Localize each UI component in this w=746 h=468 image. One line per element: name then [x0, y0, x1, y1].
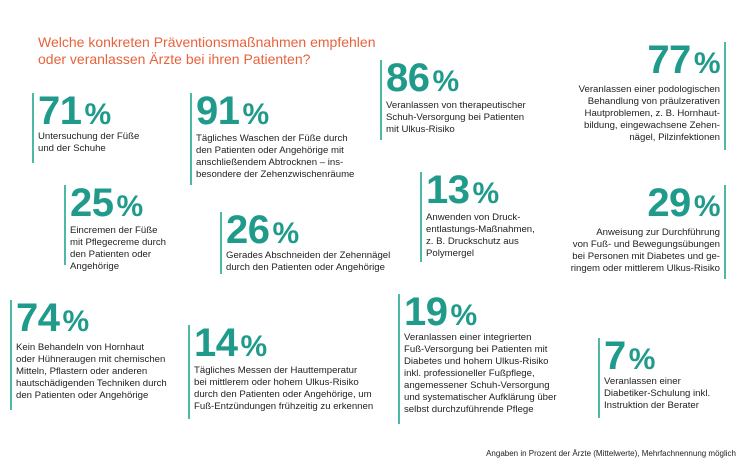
stat-label: Veranlassen einer podologischen Behandlung von präulzerativen Hautproblemen, z. B. Hornhaut- bildung, eingewachsene Zehen- nägel, Pilzinfektionen	[578, 84, 720, 143]
stat-foot-cream	[64, 181, 194, 272]
stat-no-chemical-treatment	[10, 296, 185, 410]
stat-value: 26 %	[226, 208, 299, 252]
stat-therapeutic-shoes	[380, 56, 540, 140]
stat-value: 74 %	[16, 296, 89, 340]
stat-value: 14 %	[194, 321, 267, 365]
stat-value: 86 %	[386, 56, 459, 100]
stat-label: Tägliches Messen der Hauttemperatur bei mittlerem oder hohem Ulkus-Risiko durch den Patienten oder Angehörige, um Fuß-Entzündungen frühzeitig zu erkennen	[194, 365, 374, 412]
stat-label: Anwenden von Druck- entlastungs-Maßnahmen, z. B. Druckschutz aus Polymergel	[426, 212, 535, 259]
stat-label: Eincremen der Füße mit Pflegecreme durch den Patienten oder Angehörige	[70, 225, 166, 272]
stat-divider	[32, 93, 34, 163]
stat-podological-treatment	[560, 38, 726, 150]
stat-value: 13 %	[426, 168, 499, 212]
stat-value: 7 %	[604, 334, 655, 378]
stat-divider	[190, 93, 192, 185]
stat-label: Veranlassen von therapeutischer Schuh-Versorgung bei Patienten mit Ulkus-Risiko	[386, 100, 526, 135]
stat-divider	[188, 325, 190, 419]
stat-divider	[724, 185, 726, 279]
stat-divider	[598, 338, 600, 418]
stat-nail-cutting	[220, 208, 400, 274]
stat-value: 71 %	[38, 89, 111, 133]
stat-value: 77 %	[647, 38, 720, 82]
stat-pressure-relief	[420, 168, 550, 262]
stat-label: Veranlassen einer integrierten Fuß-Versorgung bei Patienten mit Diabetes und hohem Ulkus-Risiko inkl. professioneller Fußpflege, angemessener Schuh-Versorgung und systematischer Aufklärung über selbst durchzuführende Pflege	[404, 332, 557, 415]
stat-label: Kein Behandeln von Hornhaut oder Hühneraugen mit chemischen Mitteln, Pflastern oder anderen hautschädigenden Techniken durch den Patienten oder Angehörige	[16, 342, 167, 401]
stat-skin-temperature	[188, 321, 388, 419]
chart-title: Welche konkreten Präventionsmaßnahmen empfehlen oder veranlassen Ärzte bei ihren Patienten?	[38, 34, 376, 67]
footnote: Angaben in Prozent der Ärzte (Mittelwerte), Mehrfachnennung möglich	[486, 449, 736, 458]
stat-divider	[64, 185, 66, 265]
stat-diabetes-training	[598, 334, 728, 418]
stat-integrated-foot-care	[398, 290, 568, 424]
stat-value: 29 %	[647, 181, 720, 225]
stat-label: Untersuchung der Füße und der Schuhe	[38, 131, 140, 154]
stat-foot-shoe-check	[32, 89, 182, 163]
stat-divider	[724, 42, 726, 150]
stat-daily-foot-washing	[190, 89, 375, 185]
stat-label: Anweisung zur Durchführung von Fuß- und Bewegungsübungen bei Personen mit Diabetes und ge- ringem oder mittlerem Ulkus-Risiko	[570, 227, 720, 274]
stat-value: 25 %	[70, 181, 143, 225]
stat-foot-exercises	[560, 181, 726, 279]
stat-divider	[420, 172, 422, 262]
stat-divider	[380, 60, 382, 140]
stat-value: 91 %	[196, 89, 269, 133]
stat-divider	[398, 294, 400, 424]
stat-label: Gerades Abschneiden der Zehennägel durch den Patienten oder Angehörige	[226, 250, 391, 273]
stat-label: Tägliches Waschen der Füße durch den Patienten oder Angehörige mit anschließendem Abtrocknen – ins- besondere der Zehenzwischenräume	[196, 133, 355, 180]
stat-divider	[10, 300, 12, 410]
stat-label: Veranlassen einer Diabetiker-Schulung inkl. Instruktion der Berater	[604, 376, 711, 411]
stat-divider	[220, 212, 222, 274]
stat-value: 19 %	[404, 290, 477, 334]
